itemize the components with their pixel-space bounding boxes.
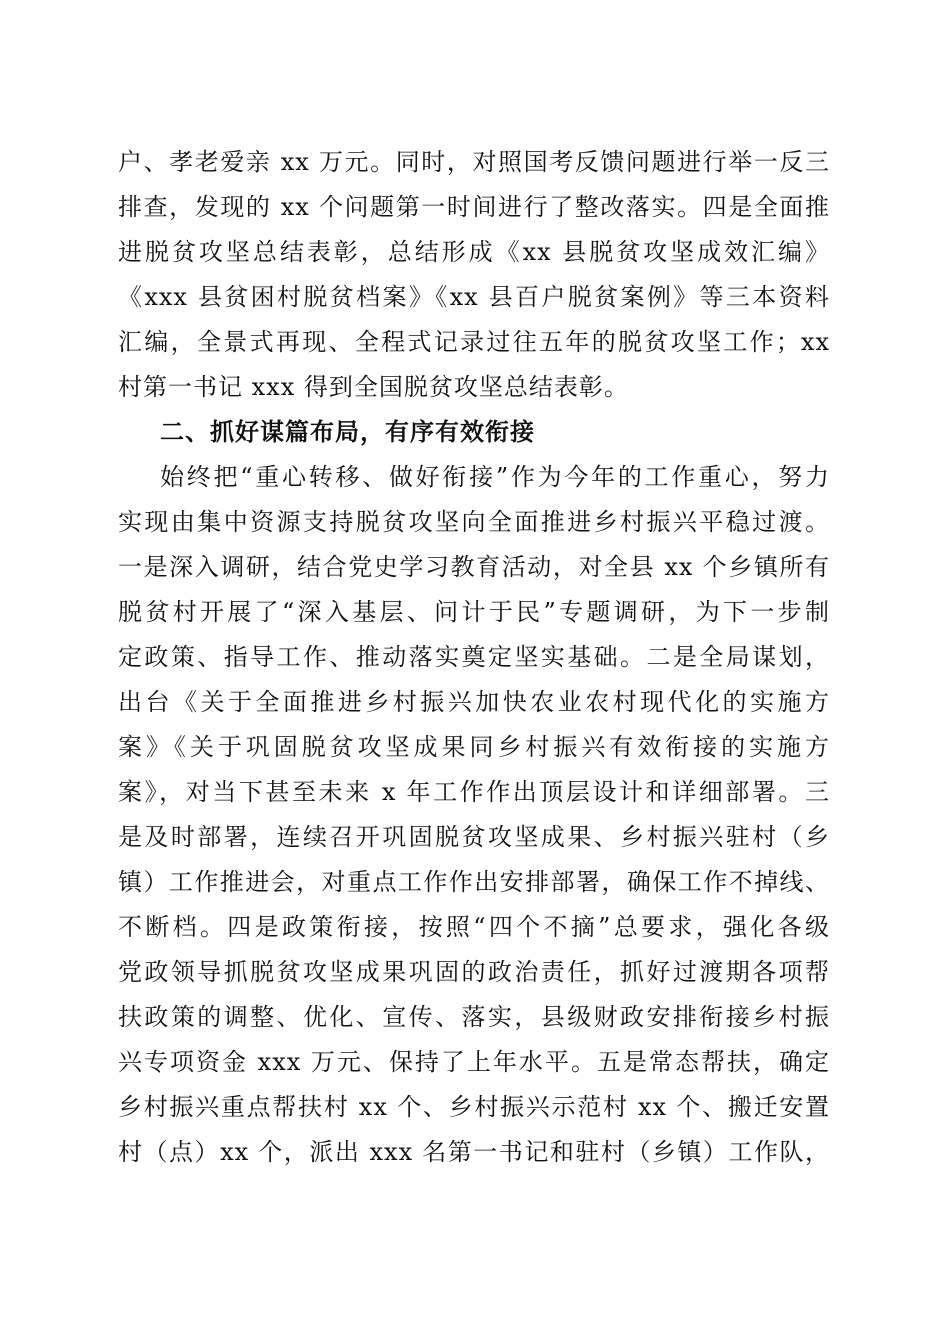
paragraph-line: 一是深入调研，结合党史学习教育活动，对全县 xx 个乡镇所有 <box>118 553 830 581</box>
paragraph-line: 案》，对当下甚至未来 x 年工作作出顶层设计和详细部署。三 <box>118 778 830 806</box>
paragraph-line: 不断档。四是政策衔接，按照“四个不摘”总要求，强化各级 <box>118 913 830 941</box>
paragraph-line: 党政领导抓脱贫攻坚成果巩固的政治责任，抓好过渡期各项帮 <box>118 958 830 986</box>
paragraph-line: 是及时部署，连续召开巩固脱贫攻坚成果、乡村振兴驻村（乡 <box>118 823 830 851</box>
paragraph-line: 汇编，全景式再现、全程式记录过往五年的脱贫攻坚工作；xx <box>118 328 830 356</box>
paragraph-line: 村第一书记 xxx 得到全国脱贫攻坚总结表彰。 <box>118 373 629 401</box>
paragraph-line: 乡村振兴重点帮扶村 xx 个、乡村振兴示范村 xx 个、搬迁安置 <box>118 1093 830 1121</box>
paragraph-line: 村（点）xx 个，派出 xxx 名第一书记和驻村（乡镇）工作队， <box>118 1138 830 1166</box>
paragraph-line: 出台《关于全面推进乡村振兴加快农业农村现代化的实施方 <box>118 688 830 716</box>
paragraph-line: 案》《关于巩固脱贫攻坚成果同乡村振兴有效衔接的实施方 <box>118 733 830 761</box>
paragraph-line: 定政策、指导工作、推动落实奠定坚实基础。二是全局谋划， <box>118 643 830 671</box>
paragraph-line: 户、孝老爱亲 xx 万元。同时，对照国考反馈问题进行举一反三 <box>118 148 830 176</box>
paragraph-line: 镇）工作推进会，对重点工作作出安排部署，确保工作不掉线、 <box>118 868 830 896</box>
paragraph-line: 兴专项资金 xxx 万元、保持了上年水平。五是常态帮扶，确定 <box>118 1048 830 1076</box>
paragraph-line: 始终把“重心转移、做好衔接”作为今年的工作重心，努力 <box>160 463 830 491</box>
paragraph-line: 排查，发现的 xx 个问题第一时间进行了整改落实。四是全面推 <box>118 193 830 221</box>
paragraph-line: 扶政策的调整、优化、宣传、落实，县级财政安排衔接乡村振 <box>118 1003 830 1031</box>
paragraph-line: 《xxx 县贫困村脱贫档案》《xx 县百户脱贫案例》等三本资料 <box>118 283 830 311</box>
section-heading: 二、抓好谋篇布局，有序有效衔接 <box>160 418 535 446</box>
paragraph-line: 实现由集中资源支持脱贫攻坚向全面推进乡村振兴平稳过渡。 <box>118 508 830 536</box>
paragraph-line: 进脱贫攻坚总结表彰，总结形成《xx 县脱贫攻坚成效汇编》 <box>118 238 830 266</box>
paragraph-line: 脱贫村开展了“深入基层、问计于民”专题调研，为下一步制 <box>118 598 830 626</box>
